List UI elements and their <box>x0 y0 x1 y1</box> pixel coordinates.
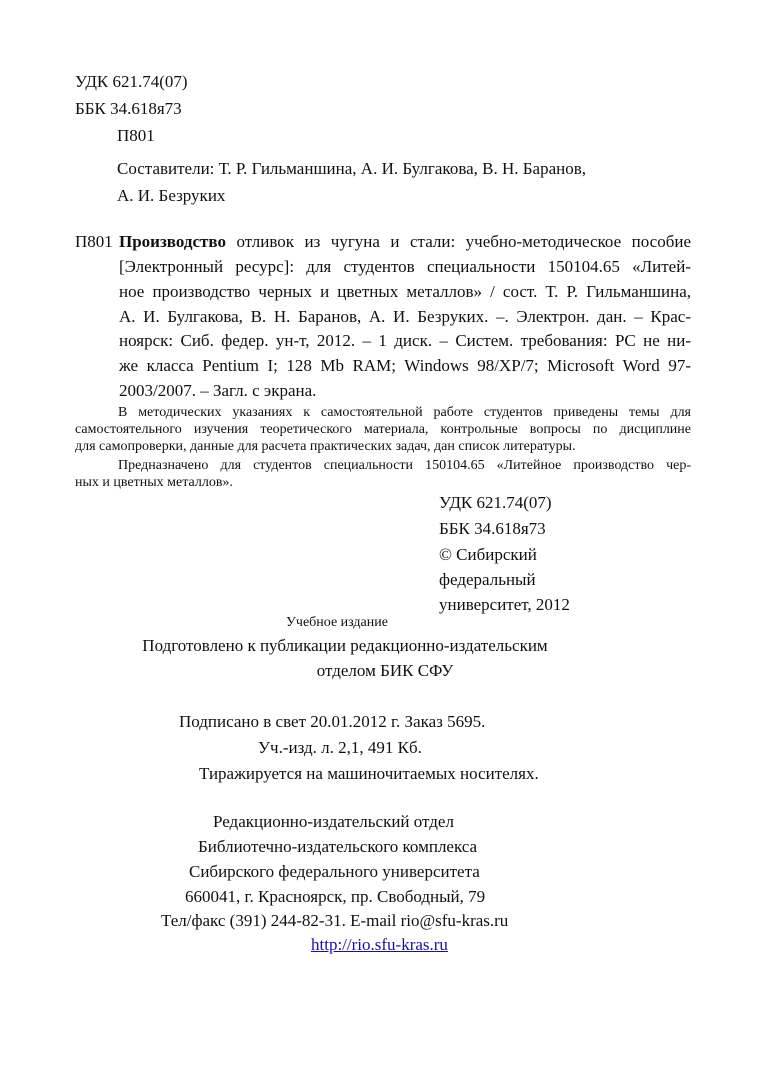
publisher-line-3: Сибирского федерального университета <box>189 862 480 881</box>
abstract-p2-line-1: Предназначено для студентов специальности 150104.65 «Литейное производство чер- <box>118 458 691 473</box>
entry-line-5: ноярск: Сиб. федер. ун-т, 2012. – 1 диск. – Систем. требования: PC не ни- <box>119 331 691 350</box>
entry-line-2: [Электронный ресурс]: для студентов специальности 150104.65 «Литей- <box>119 257 691 276</box>
copyright-udk: УДК 621.74(07) <box>439 493 552 512</box>
copyright-line-1: © Сибирский <box>439 545 537 564</box>
entry-line-1 <box>119 232 691 252</box>
publisher-contact: Тел/факс (391) 244-82-31. E-mail rio@sfu-kras.ru <box>161 911 509 930</box>
entry-line-3: ное производство черных и цветных металлов» / сост. Т. Р. Гильманшина, <box>119 282 691 301</box>
entry-title: Производство <box>119 232 226 251</box>
volume-info: Уч.-изд. л. 2,1, 491 Кб. <box>258 738 422 757</box>
compilers-line-2: А. И. Безруких <box>117 186 226 205</box>
publisher-address: 660041, г. Красноярск, пр. Свободный, 79 <box>185 887 486 906</box>
bbk-code: ББК 34.618я73 <box>75 99 182 118</box>
author-mark: П801 <box>117 126 155 145</box>
entry-code: П801 <box>75 232 113 251</box>
distribution-info: Тиражируется на машиночитаемых носителях. <box>199 764 539 783</box>
entry-line-6: же класса Pentium I; 128 Mb RAM; Windows 98/XP/7; Microsoft Word 97- <box>119 356 691 375</box>
copyright-line-3: университет, 2012 <box>439 595 570 614</box>
entry-line-1-rest: отливок из чугуна и стали: учебно-методическое пособие <box>236 232 692 251</box>
prepared-line-1: Подготовлено к публикации редакционно-издательским <box>142 636 548 655</box>
prepared-line-2: отделом БИК СФУ <box>316 661 454 680</box>
entry-line-4: А. И. Булгакова, В. Н. Баранов, А. И. Безруких. –. Электрон. дан. – Крас- <box>119 307 691 326</box>
abstract-p2-line-2: ных и цветных металлов». <box>75 475 233 490</box>
copyright-bbk: ББК 34.618я73 <box>439 519 546 538</box>
abstract-p1-line-3: для самопроверки, данные для расчета практических задач, дан список литературы. <box>75 439 576 454</box>
compilers-line-1: Составители: Т. Р. Гильманшина, А. И. Булгакова, В. Н. Баранов, <box>117 159 587 178</box>
abstract-p1-line-2: самостоятельного изучения теоретического материала, контрольные вопросы по дисциплине <box>75 422 691 437</box>
edition-type: Учебное издание <box>286 615 388 630</box>
abstract-p1-line-1: В методических указаниях к самостоятельной работе студентов приведены темы для <box>118 405 691 420</box>
publisher-line-1: Редакционно-издательский отдел <box>213 812 454 831</box>
publisher-website-link[interactable]: http://rio.sfu-kras.ru <box>311 935 448 954</box>
entry-line-7: 2003/2007. – Загл. с экрана. <box>119 381 317 400</box>
signed-info: Подписано в свет 20.01.2012 г. Заказ 5695. <box>179 712 486 731</box>
publisher-line-2: Библиотечно-издательского комплекса <box>198 837 478 856</box>
copyright-line-2: федеральный <box>439 570 536 589</box>
udk-code: УДК 621.74(07) <box>75 72 188 91</box>
